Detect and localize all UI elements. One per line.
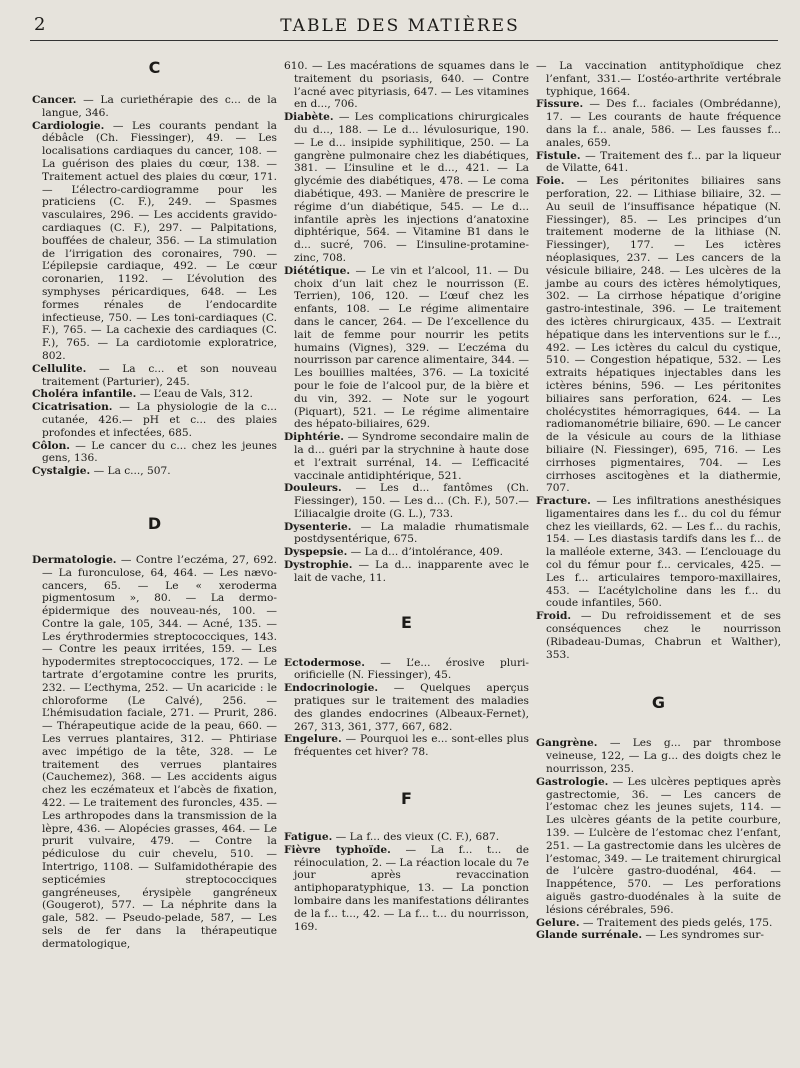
page-header bbox=[0, 0, 800, 44]
index-entry bbox=[536, 495, 781, 610]
index-term: Diphtérie. bbox=[284, 431, 344, 444]
index-entry-text: — Les g... par thrombose veineuse, 122, — La g... des doigts chez le nourrisson, 235. bbox=[546, 737, 781, 776]
index-term: Glande surrénale. bbox=[536, 929, 643, 942]
index-entry-text: — La d... inapparente avec le lait de vache, 11. bbox=[294, 559, 529, 584]
index-entry-text: — Quelques aperçus pratiques sur le traitement des maladies des glandes endocrines (Albeaux-Fernet), 267, 313, 361, 377, 667, 682. bbox=[294, 682, 529, 733]
index-term: Dysenterie. bbox=[284, 520, 352, 533]
index-term: Cicatrisation. bbox=[32, 401, 113, 414]
index-entry bbox=[32, 554, 277, 951]
index-term: Fissure. bbox=[536, 98, 584, 111]
index-term: Cancer. bbox=[32, 94, 77, 106]
index-term: Ectodermose. bbox=[284, 656, 365, 669]
index-entry bbox=[536, 150, 781, 176]
index-term: Foie. bbox=[536, 175, 565, 188]
index-entry bbox=[32, 120, 277, 363]
index-entry bbox=[284, 559, 529, 585]
section-letter: C bbox=[148, 58, 161, 77]
section-letter: E bbox=[401, 612, 412, 632]
index-entry-text: — Le vin et l’alcool, 11. — Du choix d’un lait chez le nourrisson (E. Terrien), 106, 120. — L’œuf chez les enfants, 108. — Le régime alimentaire dans le cancer, 264. — De l’excellence du lait de femme pour nourrir les petits humains (Vignes), 329. — L’eczéma du nourrisson par carence alimentaire, 344. — Les bouillies maltées, 376. — La toxicité pour le foie de l’alcool pur, de la bière et du vin, 392. — Note sur le yogourt (Piquart), 521. — Le régime alimentaire des hépato-biliaires, 629. bbox=[294, 264, 529, 431]
index-term: Côlon. bbox=[32, 439, 70, 452]
index-term: Cardiologie. bbox=[32, 119, 105, 132]
index-entry-continuation: 610. — Les macérations de squames dans le traitement du psoriasis, 640. — Contre l’acné avec pityriasis, 647. — Les vitamines en d..., 706. bbox=[284, 60, 529, 111]
index-term: Dermatologie. bbox=[32, 553, 117, 566]
index-entry bbox=[32, 363, 277, 389]
index-entry-text: — La d... d’intolérance, 409. bbox=[347, 546, 503, 559]
index-entry bbox=[284, 521, 529, 547]
index-entry bbox=[284, 733, 529, 759]
index-entry-text: — Du refroidissement et de ses conséquences chez le nourrisson (Ribadeau-Dumas, Chabrun et Walther), 353. bbox=[546, 610, 781, 661]
index-entry bbox=[284, 831, 529, 844]
index-entry-text: — Le cancer du c... chez les jeunes gens, 136. bbox=[42, 439, 277, 465]
index-term: Fistule. bbox=[536, 149, 581, 162]
index-entry-text: — L’eau de Vals, 312. bbox=[136, 388, 253, 401]
index-entry bbox=[284, 482, 529, 520]
index-entry bbox=[536, 98, 781, 149]
index-term: Gangrène. bbox=[536, 737, 598, 750]
index-entry bbox=[536, 737, 781, 775]
index-entry bbox=[284, 844, 529, 934]
index-entry bbox=[284, 546, 529, 559]
index-term: Fracture. bbox=[536, 495, 591, 508]
index-entry bbox=[536, 610, 781, 661]
index-entry-text: — La f... t... de réinoculation, 2. — La réaction locale du 7e jour après revaccination antiphoparatyphique, 13. — La ponction lombaire dans les manifestations délirantes de la f... t..., 42. — La f... t... du nourrisson, 169. bbox=[294, 843, 529, 933]
index-term: Cystalgie. bbox=[32, 465, 91, 478]
index-entry bbox=[536, 776, 781, 917]
index-entry-text: — Les courants pendant la débâcle (Ch. Fiessinger), 49. — Les localisations cardiaques du cancer, 108. — La guérison des plaies du cœur, 138. — Traitement actuel des plaies du cœur, 171. — L’électro-cardiogramme pour les praticiens (C. F.), 249. — Spasmes vasculaires, 296. — Les accidents gravido-cardiaques (C. F.), 297. — Palpitations, bouffées de chaleur, 356. — La stimulation de l’irrigation des coronaires, 790. — L’épilepsie cardiaque, 492. — Le cœur coronarien, 1192. — L’évolution des symphyses péricardiques, 648. — Les formes rénales de l’endocardite infectieuse, 750. — Les toni-cardiaques (C. F.), 765. — La cachexie des cardiaques (C. F.), 765. — La cardiotomie exploratrice, 802. bbox=[42, 119, 277, 362]
running-title: TABLE DES MATIÈRES bbox=[280, 16, 520, 36]
index-entry-text: — La physiologie de la c... cutanée, 426.— pH et c... des plaies profondes et infectées, 685. bbox=[42, 401, 277, 439]
page-number: 2 bbox=[34, 14, 46, 35]
index-entry-text: — Syndrome secondaire malin de la d... guéri par la strychnine à haute dose et l’extrait surrénal, 14. — L’efficacité vaccinale antidiphtérique, 521. bbox=[294, 431, 529, 482]
index-term: Engelure. bbox=[284, 733, 342, 746]
index-entry bbox=[32, 465, 277, 478]
index-term: Dyspepsie. bbox=[284, 546, 348, 559]
index-column-2 bbox=[284, 60, 529, 933]
index-entry bbox=[284, 657, 529, 683]
index-entry-text: — La c... et son nouveau traitement (Parturier), 245. bbox=[42, 362, 277, 388]
index-column-3 bbox=[536, 60, 781, 942]
index-term: Gastrologie. bbox=[536, 775, 609, 788]
index-entry-text: — Les complications chirurgicales du d..., 188. — Le d... lévulosurique, 190. — Le d... insipide syphilitique, 250. — La gangrène pulmonaire chez les diabétiques, 381. — L’insuline et le d..., 421. — La glycémie des diabétiques, 478. — Le coma diabétique, 493. — Manière de prescrire le régime d’un diabétique, 545. — Le d... infantile après les injections d’anatoxine diphtérique, 564. — Vitamine B1 dans le d... sucré, 706. — L’insuline-protamine-zinc, 708. bbox=[294, 111, 529, 264]
index-entry bbox=[284, 265, 529, 431]
index-entry-continuation: — La vaccination antityphoïdique chez l’enfant, 331.— L’ostéo-arthrite vertébrale typhique, 1664. bbox=[536, 60, 781, 98]
index-term: Douleurs. bbox=[284, 482, 342, 495]
index-entry bbox=[32, 401, 277, 439]
index-entry-text: — Les syndromes sur- bbox=[642, 929, 764, 942]
index-entry-text: — Les péritonites biliaires sans perforation, 22. — Lithiase biliaire, 32. — Au seuil de l’insuffisance hépatique (N. Fiessinger), 85. — Les principes d’un traitement moderne de la lithiase (N. Fiessinger), 177. — Les ictères néoplasiques, 237. — Les cancers de la vésicule biliaire, 248. — Les ulcères de la jambe au cours des ictères hémolytiques, 302. — La cirrhose hépatique d’origine gastro-intestinale, 396. — Le traitement des ictères chirurgicaux, 435. — L’extrait hépatique dans les interventions sur le f..., 492. — Les ictères du calcul du cystique, 510. — Congestion hépatique, 532. — Les extraits hépatiques injectables dans les ictères bénins, 596. — Les péritonites biliaires sans perforation, 624. — Les cholécystites hémorragiques, 644. — La radiomanométrie biliaire, 690. — Le cancer de la vésicule au cours de la lithiase biliaire (N. Fiessinger), 695, 716. — Les cirrhoses pigmentaires, 704. — Les cirrhoses ascitogènes et la diathermie, 707. bbox=[546, 175, 781, 495]
index-entry bbox=[284, 431, 529, 482]
section-letter: F bbox=[401, 789, 412, 809]
section-letter: D bbox=[147, 513, 162, 533]
index-entry bbox=[536, 917, 781, 930]
section-letter: G bbox=[651, 693, 666, 713]
index-column-1 bbox=[32, 60, 277, 951]
index-term: Choléra infantile. bbox=[32, 388, 137, 401]
index-term: Fatigue. bbox=[284, 831, 333, 844]
index-term: Fièvre typhoïde. bbox=[284, 843, 391, 856]
index-term: Endocrinologie. bbox=[284, 682, 379, 695]
index-entry-text: — La c..., 507. bbox=[90, 465, 171, 478]
index-entry-text: — Les ulcères peptiques après gastrectomie, 36. — Les cancers de l’estomac chez les jeunes sujets, 114. — Les ulcères géants de la petite courbure, 139. — L’ulcère de l’estomac chez l’enfant, 251. — La gastrectomie dans les ulcères de l’estomac, 349. — Le traitement chirurgical de l’ulcère gastro-duodénal, 464. — Inappétence, 570. — Les perforations aiguës gastro-duodénales à la suite de lésions cérébrales, 596. bbox=[546, 775, 781, 916]
index-term: Diététique. bbox=[284, 264, 351, 277]
index-term: Gelure. bbox=[536, 916, 580, 929]
header-rule bbox=[30, 40, 778, 41]
index-entry-text: — Les infiltrations anesthésiques ligamentaires dans les f... du col du fémur chez les vieillards, 62. — Les f... du rachis, 154. — Les diastasis tardifs dans les f... de la malléole externe, 343. — L’enclouage du col du fémur pour f... cervicales, 425. — Les f... articulaires temporo-maxillaires, 453. — L’acétylcholine dans les f... du coude infantiles, 560. bbox=[546, 495, 781, 610]
index-entry bbox=[32, 94, 277, 120]
index-entry-text: — Contre l’eczéma, 27, 692. — La furonculose, 64, 464. — Les nævo-cancers, 65. — Le « xeroderma pigmentosum », 80. — La dermo-épidermique des nouveau-nés, 100. — Contre la gale, 105, 344. — Acné, 135. — Les érythrodermies streptococciques, 143. — Contre les peaux irritées, 159. — Les hypodermites streptococciques, 172. — Le tartrate d’ergotamine contre les prurits, 232. — L’ecthyma, 252. — Un acaricide : le chloroforme (Le Calvé), 256. — L’hémisudation faciale, 271. — Prurit, 286. — Thérapeutique acide de la peau, 660. — Les verrues plantaires, 312. — Phtiriase avec impétigo de la tête, 328. — Le traitement des verrues plantaires (Cauchemez), 368. — Les accidents aigus chez les eczémateux et l’abcès de fixation, 422. — Le traitement des furoncles, 435. — Les arthropodes dans la transmission de la lèpre, 436. — Alopécies grasses, 464. — Le prurit vulvaire, 479. — Contre la pédiculose du cuir chevelu, 510. — Intertrigo, 1108. — Sulfamidothérapie des septicémies streptococciques gangréneuses, érysipèle gangréneux (Gougerot), 577. — La néphrite dans la gale, 582. — Pseudo-pelade, 587, — Les sels de fer dans la thérapeutique dermatologique, bbox=[42, 553, 277, 950]
index-entry bbox=[536, 175, 781, 495]
index-entry-text: — La maladie rhumatismale postdysentérique, 675. bbox=[294, 520, 529, 546]
index-entry-text: — Pourquoi les e... sont-elles plus fréquentes cet hiver? 78. bbox=[294, 733, 529, 759]
index-entry bbox=[32, 440, 277, 466]
index-entry-text: — Les d... fantômes (Ch. Fiessinger), 150. — Les d... (Ch. F.), 507.— L’iliacalgie droite (G. L.), 733. bbox=[294, 482, 529, 520]
index-entry-text: — L’e... érosive pluri-orificielle (N. Fiessinger), 45. bbox=[294, 656, 529, 682]
index-entry-text: — La f... des vieux (C. F.), 687. bbox=[332, 831, 500, 844]
index-term: Cellulite. bbox=[32, 362, 87, 375]
index-entry-text: — Traitement des f... par la liqueur de Vilatte, 641. bbox=[546, 149, 781, 175]
index-term: Dystrophie. bbox=[284, 559, 353, 572]
index-entry-text: — Des f... faciales (Ombrédanne), 17. — Les courants de haute fréquence dans la f... anale, 586. — Les fausses f... anales, 659. bbox=[546, 98, 781, 149]
index-entry-text: — La curiethérapie des c... de la langue, 346. bbox=[42, 94, 277, 119]
index-term: Froid. bbox=[536, 610, 572, 623]
index-entry bbox=[284, 682, 529, 733]
index-entry bbox=[32, 388, 277, 401]
index-entry bbox=[536, 929, 781, 942]
index-term: Diabète. bbox=[284, 111, 334, 124]
index-entry bbox=[284, 111, 529, 265]
index-entry-text: — Traitement des pieds gelés, 175. bbox=[579, 916, 773, 929]
